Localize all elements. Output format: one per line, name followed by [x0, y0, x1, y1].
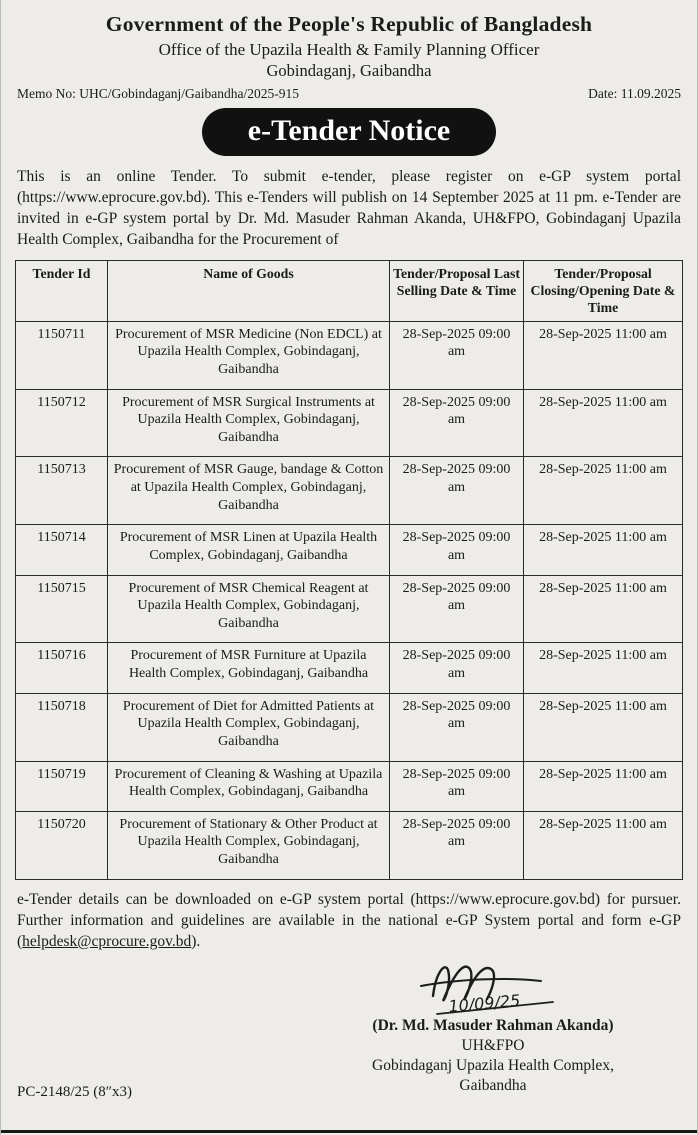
table-row	[16, 457, 683, 525]
memo-date: Date: 11.09.2025	[588, 85, 681, 101]
table-row	[16, 525, 683, 575]
selling-date-cell: 28-Sep-2025 09:00 am	[390, 457, 524, 525]
signature-block	[303, 956, 683, 1097]
selling-date-cell: 28-Sep-2025 09:00 am	[390, 693, 524, 761]
govt-title: Government of the People's Republic of Bangladesh	[105, 12, 593, 36]
tender-id-cell: 1150712	[16, 389, 108, 457]
table-row	[16, 761, 683, 811]
table-row	[16, 389, 683, 457]
goods-cell: Procurement of MSR Gauge, bandage & Cotton at Upazila Health Complex, Gobindaganj, Gaibandha	[108, 457, 390, 525]
goods-cell: Procurement of Cleaning & Washing at Upazila Health Complex, Gobindaganj, Gaibandha	[108, 761, 390, 811]
selling-date-cell: 28-Sep-2025 09:00 am	[390, 761, 524, 811]
tender-table	[15, 260, 683, 880]
selling-date-cell: 28-Sep-2025 09:00 am	[390, 525, 524, 575]
table-row	[16, 643, 683, 693]
notice-title-badge: e-Tender Notice	[202, 108, 496, 156]
closing-date-cell: 28-Sep-2025 11:00 am	[524, 525, 683, 575]
closing-date-cell: 28-Sep-2025 11:00 am	[524, 643, 683, 693]
signature-date-text: 10/09/25	[447, 990, 521, 1016]
col-header-closing: Tender/Proposal Closing/Opening Date & Time	[524, 261, 683, 322]
table-row	[16, 811, 683, 879]
memo-row	[17, 86, 681, 102]
goods-cell: Procurement of Diet for Admitted Patients at Upazila Health Complex, Gobindaganj, Gaibandha	[108, 693, 390, 761]
notice-badge-wrap	[15, 108, 683, 156]
tender-id-cell: 1150714	[16, 525, 108, 575]
signatory-designation: UH&FPO	[461, 1037, 525, 1055]
tender-id-cell: 1150720	[16, 811, 108, 879]
signature-scribble	[403, 956, 583, 1020]
table-row	[16, 321, 683, 389]
goods-cell: Procurement of Stationary & Other Product at Upazila Health Complex, Gobindaganj, Gaibandha	[108, 811, 390, 879]
intro-paragraph: This is an online Tender. To submit e-tender, please register on e-GP system portal (https://www.eprocure.gov.bd). This e-Tenders will publish on 14 September 2025 at 11 pm. e-Tender are invited in e-GP system portal by Dr. Md. Masuder Rahman Akanda, UH&FPO, Gobindaganj Upazila Health Complex, Gaibandha for the Procurement of	[17, 167, 681, 248]
print-code: PC-2148/25 (8″x3)	[17, 1084, 132, 1100]
col-header-tender-id: Tender Id	[16, 261, 108, 322]
selling-date-cell: 28-Sep-2025 09:00 am	[390, 575, 524, 643]
office-title: Office of the Upazila Health & Family Planning Officer	[158, 40, 540, 59]
selling-date-cell: 28-Sep-2025 09:00 am	[390, 321, 524, 389]
signatory-name: (Dr. Md. Masuder Rahman Akanda)	[372, 1016, 614, 1034]
bottom-rule	[1, 1130, 697, 1133]
closing-date-cell: 28-Sep-2025 11:00 am	[524, 811, 683, 879]
tender-id-cell: 1150716	[16, 643, 108, 693]
tender-id-cell: 1150719	[16, 761, 108, 811]
closing-date-cell: 28-Sep-2025 11:00 am	[524, 389, 683, 457]
selling-date-cell: 28-Sep-2025 09:00 am	[390, 389, 524, 457]
tender-id-cell: 1150713	[16, 457, 108, 525]
closing-date-cell: 28-Sep-2025 11:00 am	[524, 457, 683, 525]
goods-cell: Procurement of MSR Surgical Instruments at Upazila Health Complex, Gobindaganj, Gaibandha	[108, 389, 390, 457]
selling-date-cell: 28-Sep-2025 09:00 am	[390, 811, 524, 879]
tender-id-cell: 1150715	[16, 575, 108, 643]
tender-id-cell: 1150711	[16, 321, 108, 389]
goods-cell: Procurement of MSR Linen at Upazila Health Complex, Gobindaganj, Gaibandha	[108, 525, 390, 575]
footer-note	[17, 889, 681, 952]
table-header-row	[16, 261, 683, 322]
goods-cell: Procurement of MSR Furniture at Upazila Health Complex, Gobindaganj, Gaibandha	[108, 643, 390, 693]
closing-date-cell: 28-Sep-2025 11:00 am	[524, 321, 683, 389]
helpdesk-email: helpdesk@cprocure.gov.bd	[22, 932, 192, 950]
memo-number: Memo No: UHC/Gobindaganj/Gaibandha/2025-915	[17, 85, 299, 101]
footer-note-text-1: e-Tender details can be downloaded on e-GP system portal (https://www.eprocure.gov.bd) for pursuer. Further information and guidelines are available in the national e-GP System portal and form e-GP (	[17, 890, 681, 950]
closing-date-cell: 28-Sep-2025 11:00 am	[524, 761, 683, 811]
table-row	[16, 575, 683, 643]
signatory-org-2: Gaibandha	[459, 1077, 527, 1095]
closing-date-cell: 28-Sep-2025 11:00 am	[524, 575, 683, 643]
table-row	[16, 693, 683, 761]
tender-id-cell: 1150718	[16, 693, 108, 761]
goods-cell: Procurement of MSR Medicine (Non EDCL) at Upazila Health Complex, Gobindaganj, Gaibandha	[108, 321, 390, 389]
col-header-goods: Name of Goods	[108, 261, 390, 322]
footer-note-text-2: ).	[191, 932, 201, 950]
col-header-selling: Tender/Proposal Last Selling Date & Time	[390, 261, 524, 322]
closing-date-cell: 28-Sep-2025 11:00 am	[524, 693, 683, 761]
office-location: Gobindaganj, Gaibandha	[266, 61, 432, 81]
signatory-org-1: Gobindaganj Upazila Health Complex,	[372, 1057, 614, 1075]
goods-cell: Procurement of MSR Chemical Reagent at Upazila Health Complex, Gobindaganj, Gaibandha	[108, 575, 390, 643]
selling-date-cell: 28-Sep-2025 09:00 am	[390, 643, 524, 693]
